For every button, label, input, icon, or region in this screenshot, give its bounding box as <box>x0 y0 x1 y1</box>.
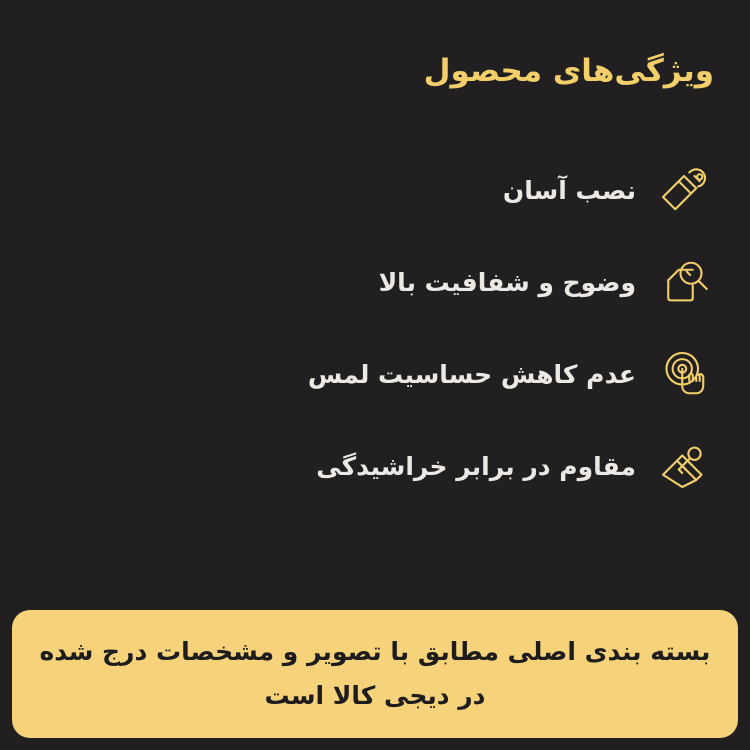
list-item-label: نصب آسان <box>502 175 636 205</box>
list-item-label: عدم کاهش حساسیت لمس <box>307 359 636 389</box>
feature-list <box>36 158 714 498</box>
list-item-label: مقاوم در برابر خراشیدگی <box>316 451 636 481</box>
touch-finger-icon <box>654 344 714 404</box>
list-item <box>36 158 714 222</box>
hand-install-icon <box>654 160 714 220</box>
scratch-resistant-key-icon <box>654 436 714 496</box>
footer-banner <box>12 610 738 738</box>
footer-text: بسته بندی اصلی مطابق با تصویر و مشخصات درج شده در دیجی کالا است <box>39 637 711 710</box>
list-item <box>36 342 714 406</box>
magnifier-screen-icon <box>654 252 714 312</box>
page-title: ویژگی‌های محصول <box>423 53 714 89</box>
list-item <box>36 250 714 314</box>
list-item <box>36 434 714 498</box>
list-item-label: وضوح و شفافیت بالا <box>378 267 636 297</box>
